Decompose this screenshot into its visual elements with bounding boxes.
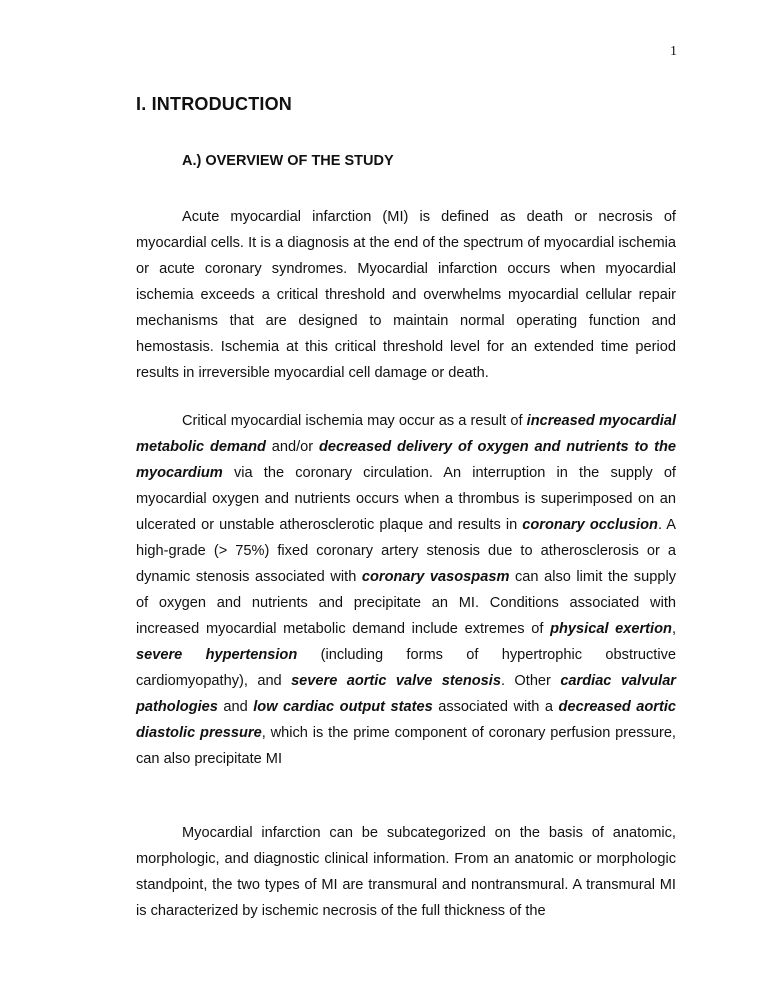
text-run: . Other xyxy=(500,673,561,689)
emphasis-decreased-delivery: decreased delivery of oxygen and nutrients to the myocardium xyxy=(136,439,676,481)
text-run: can also limit the supply of oxygen and nutrients and precipitate an MI. Conditions associated with increased myocardial metabolic demand include extremes of xyxy=(136,569,676,637)
text-run: via the coronary circulation. An interruption in the supply of myocardial oxygen and nutrients occurs when a thrombus is superimposed on an ulcerated or unstable atherosclerotic plaque and results in xyxy=(136,465,676,533)
emphasis-physical-exertion: physical exertion xyxy=(550,621,672,637)
paragraph-causes xyxy=(136,408,676,772)
text-run: (including forms of hypertrophic obstructive cardiomyopathy), and xyxy=(136,647,676,689)
text-run: . A high-grade (> 75%) fixed coronary artery stenosis due to atherosclerosis or a dynamic stenosis associated with xyxy=(136,517,677,585)
emphasis-diastolic-pressure: decreased aortic diastolic pressure xyxy=(136,699,676,741)
paragraph-subcategories: Myocardial infarction can be subcategorized on the basis of anatomic, morphologic, and diagnostic clinical information. From an anatomic or morphologic standpoint, the two types of MI are transmural and nontransmural. A transmural MI is characterized by ischemic necrosis of the full thickness of the xyxy=(136,825,676,919)
emphasis-coronary-occlusion: coronary occlusion xyxy=(522,517,658,533)
emphasis-severe-hypertension: severe hypertension xyxy=(136,647,298,663)
text-run: associated with a xyxy=(432,699,559,715)
page-number: 1 xyxy=(670,44,677,59)
section-title: A.) OVERVIEW OF THE STUDY xyxy=(182,153,394,169)
text-run: , xyxy=(671,621,676,637)
emphasis-coronary-vasospasm: coronary vasospasm xyxy=(361,569,510,585)
text-run: and xyxy=(217,699,254,715)
emphasis-aortic-valve-stenosis: severe aortic valve stenosis xyxy=(291,673,501,689)
chapter-title: I. INTRODUCTION xyxy=(136,94,292,114)
emphasis-low-output-states: low cardiac output states xyxy=(253,699,433,715)
text-run: , which is the prime component of coronary perfusion pressure, can also precipitate MI xyxy=(136,725,676,767)
text-run: and/or xyxy=(265,439,319,455)
text-run: Critical myocardial ischemia may occur as a result of xyxy=(182,413,527,429)
emphasis-valvular-pathologies: cardiac valvular pathologies xyxy=(136,673,676,715)
emphasis-increased-demand: increased myocardial metabolic demand xyxy=(136,413,677,455)
paragraph-definition: Acute myocardial infarction (MI) is defined as death or necrosis of myocardial cells. It is a diagnosis at the end of the spectrum of myocardial ischemia or acute coronary syndromes. Myocardial infarction occurs when myocardial ischemia exceeds a critical threshold and overwhelms myocardial cellular repair mechanisms that are designed to maintain normal operating function and hemostasis. Ischemia at this critical threshold level for an extended time period results in irreversible myocardial cell damage or death. xyxy=(136,209,676,381)
